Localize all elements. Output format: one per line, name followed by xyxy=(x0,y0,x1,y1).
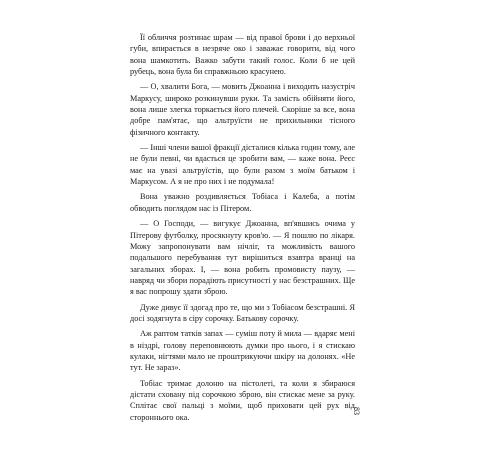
body-text xyxy=(130,32,355,423)
paragraph-4: Вона уважно роздивляється Тобіаса і Калеба, а потім обводить поглядом нас із Пітером. xyxy=(130,192,355,213)
paragraph-5: — О Господи, — вигукує Джоанна, вп'явшись очима у Пітерову футболку, просякнуту кров'ю. — Я пошлю по лікаря. Можу запропонувати вам нічліг, та можливість вашого подальшого перебування тут вирішиться взавтра вранці на загальних зборах. І, — вона робить промовисту паузу, — навряд чи збори порадіють присутності у нас безстрашних. Ще я вас попрошу здати зброю. xyxy=(130,219,355,297)
paragraph-1: Її обличчя розтинає шрам — від правої брови і до верхньої губи, впирається в незряче око і заважає говорити, від чого вона шамкотить. Важко забути такий голос. Коли б не цей рубець, вона була би справжньою красунею. xyxy=(130,33,355,77)
paragraph-3: — Інші члени вашої фракції дісталися кілька годин тому, але не були певні, чи вдасться це зробити вам, — каже вона. Реєс має на увазі альтруїстів, що були разом з моїм батьком і Маркусом. А я не про них і не подумала! xyxy=(130,143,355,187)
page-number: 83 xyxy=(352,407,361,415)
paragraph-7: Аж раптом таткiв запах — суміш поту й мила — вдаряє мені в ніздрі, голову переповнюють думки про нього, і я стискаю кулаки, нігтями мало не проштрикуючи шкіру на долонях. «Не тут. Не зараз». xyxy=(130,329,355,373)
paragraph-2: — О, хвалити Бога, — мовить Джоанна і виходить назустріч Маркусу, широко розкинувши руки. Та замість обійняти його, вона лише злегка торкається його плечей. Скоріше за все, вона добре пам'ятає, що альтруїсти не прихильники тісного фізичного контакту. xyxy=(130,82,355,137)
paragraph-6: Дуже дивує її здогад про те, що ми з Тобіасом безстрашні. Я досі зодягнута в сіру сорочку. Батькову сорочку. xyxy=(130,302,355,323)
paragraph-8: Тобіас тримає долоню на пістолеті, та коли я збираюся дістати сховану під сорочкою зброю, він стискає мене за руку. Сплітає свої пальці з моїми, щоб приховати цей рух від стороннього ока. xyxy=(130,378,355,422)
